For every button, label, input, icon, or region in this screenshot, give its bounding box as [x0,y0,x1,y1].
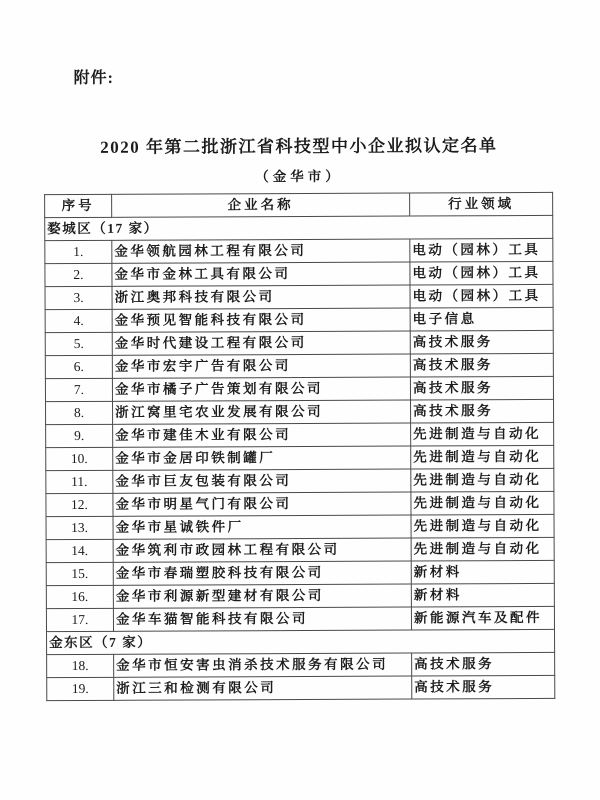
row-number: 2. [45,263,112,286]
industry-field: 新能源汽车及配件 [411,606,554,630]
table-row [46,606,554,631]
column-header-company: 企业名称 [112,193,410,217]
industry-field: 先进制造与自动化 [411,468,554,492]
row-number: 13. [46,516,113,539]
industry-field: 先进制造与自动化 [411,422,554,446]
table-row [45,238,553,263]
table-row [46,560,554,585]
row-number: 7. [45,378,112,401]
section-row [45,215,553,240]
table-row [46,445,554,470]
row-number: 11. [46,470,113,493]
row-number: 18. [47,654,114,677]
row-number: 4. [45,309,112,332]
company-name: 金华市金林工具有限公司 [112,262,410,286]
table-row [46,583,554,608]
row-number: 5. [45,332,112,355]
company-name: 金华市宏宇广告有限公司 [112,354,410,378]
table-row [47,675,555,700]
company-name: 金华时代建设工程有限公司 [112,331,410,355]
section-label: 金东区（7 家） [47,629,555,654]
row-number: 8. [46,401,113,424]
industry-field: 新材料 [411,560,554,584]
industry-field: 先进制造与自动化 [411,445,554,469]
industry-field: 新材料 [411,583,554,607]
company-name: 金华市明星气门有限公司 [113,492,411,516]
industry-field: 先进制造与自动化 [411,537,554,561]
page-title: 2020 年第二批浙江省科技型中小企业拟认定名单 [100,136,498,157]
company-name: 金华市建佳木业有限公司 [113,423,411,447]
attachment-label: 附件: [73,69,114,87]
company-name: 金华市利源新型建材有限公司 [113,584,411,608]
company-name: 金华市橘子广告策划有限公司 [112,377,410,401]
table-row [45,261,553,286]
table-header-row [45,192,553,217]
table-row [45,376,553,401]
row-number: 16. [46,585,113,608]
industry-field: 先进制造与自动化 [411,491,554,515]
company-name: 金华市恒安害虫消杀技术服务有限公司 [114,653,412,677]
industry-field: 高技术服务 [412,652,555,676]
company-name: 金华市春瑞塑胶科技有限公司 [113,561,411,585]
section-row [47,629,555,654]
row-number: 6. [45,355,112,378]
company-name: 金华市金居印铁制罐厂 [113,446,411,470]
company-name: 金华车猫智能科技有限公司 [113,607,411,631]
column-header-industry: 行业领域 [410,192,553,216]
company-name: 浙江奥邦科技有限公司 [112,285,410,309]
industry-field: 高技术服务 [410,376,553,400]
company-name: 金华预见智能科技有限公司 [112,308,410,332]
table-row [46,399,554,424]
column-header-no: 序号 [45,194,112,217]
row-number: 12. [46,493,113,516]
row-number: 19. [47,677,114,700]
row-number: 17. [46,608,113,631]
company-name: 金华市星诚铁件厂 [113,515,411,539]
row-number: 14. [46,539,113,562]
table-row [47,652,555,677]
industry-field: 电子信息 [410,307,553,331]
industry-field: 高技术服务 [412,675,555,699]
company-table [44,192,555,701]
table-row [45,307,553,332]
company-name: 浙江窝里宅农业发展有限公司 [113,400,411,424]
table-row [46,537,554,562]
company-name: 金华筑利市政园林工程有限公司 [113,538,411,562]
page-subtitle: （金华市） [255,168,343,185]
company-name: 浙江三和检测有限公司 [114,676,412,700]
row-number: 9. [46,424,113,447]
industry-field: 电动（园林）工具 [410,284,553,308]
industry-field: 电动（园林）工具 [410,238,553,262]
table-row [45,353,553,378]
company-name: 金华领航园林工程有限公司 [112,239,410,263]
table-row [46,491,554,516]
table-row [46,514,554,539]
table-row [45,330,553,355]
industry-field: 先进制造与自动化 [411,514,554,538]
industry-field: 电动（园林）工具 [410,261,553,285]
row-number: 10. [46,447,113,470]
industry-field: 高技术服务 [410,353,553,377]
table-row [46,422,554,447]
industry-field: 高技术服务 [410,330,553,354]
row-number: 1. [45,240,112,263]
table-row [46,468,554,493]
row-number: 3. [45,286,112,309]
company-name: 金华市巨友包装有限公司 [113,469,411,493]
industry-field: 高技术服务 [411,399,554,423]
row-number: 15. [46,562,113,585]
table-row [45,284,553,309]
section-label: 婺城区（17 家） [45,215,553,240]
